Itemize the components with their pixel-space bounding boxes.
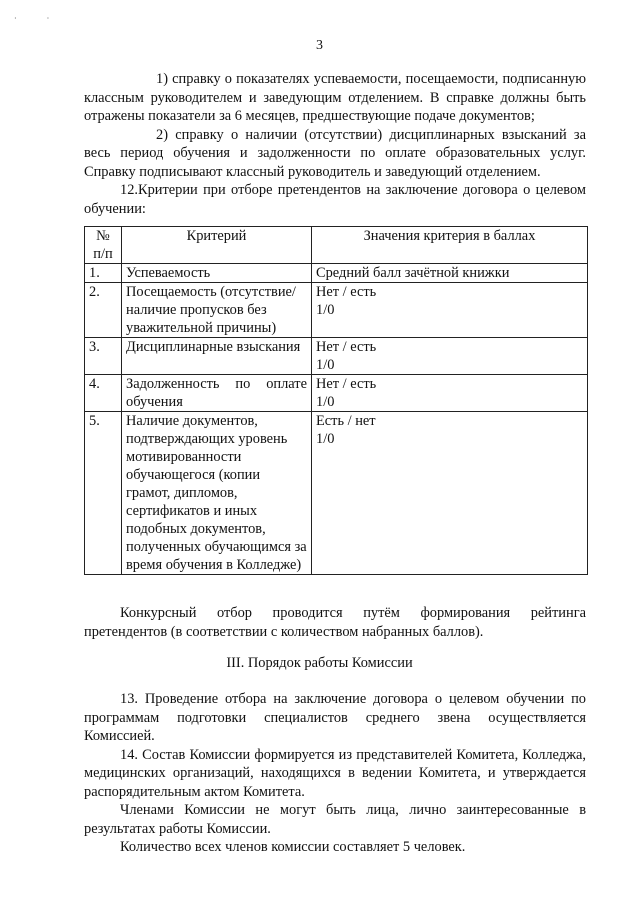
row-value (312, 375, 588, 412)
table-row (85, 412, 588, 575)
header-values: Значения критерия в баллах (312, 227, 588, 264)
row-criterion: Успеваемость (122, 264, 312, 283)
intro-item-1-num: 1) (156, 71, 168, 87)
row-value-text: Нет / есть (316, 284, 377, 300)
row-value (312, 283, 588, 338)
scan-specks: · · (14, 14, 64, 23)
intro-item-1 (84, 70, 586, 126)
row-value-text: Есть / нет (316, 413, 376, 429)
header-criterion: Критерий (122, 227, 312, 264)
row-score: 1/0 (316, 394, 335, 410)
header-num: № п/п (85, 227, 122, 264)
intro-item-2-text: справку о наличии (отсутствии) дисциплинарных взысканий за весь период обучения и задолженности по оплате образовательных услуг. Справку подписывают классный руководитель и заведующий отделением. (84, 126, 586, 180)
row-num: 4. (85, 375, 122, 412)
row-criterion: Дисциплинарные взыскания (122, 338, 312, 375)
intro-block (84, 70, 586, 218)
row-value (312, 412, 588, 575)
table-row (85, 264, 588, 283)
table-header-row (85, 227, 588, 264)
section-paragraph-count: Количество всех членов комиссии составляет 5 человек. (120, 839, 466, 855)
row-criterion: Наличие документов, подтверждающих уровень мотивированности обучающегося (копии грамот, дипломов, сертификатов и иных подобных документов, полученных обучающимся за время обучения в Колледже) (122, 412, 312, 575)
page-number: 3 (316, 38, 323, 53)
criteria-table (84, 226, 588, 575)
row-value-text: Нет / есть (316, 376, 377, 392)
table-row (85, 283, 588, 338)
row-score: 1/0 (316, 302, 335, 318)
row-criterion: Посещаемость (отсутствие/наличие пропусков без уважительной причины) (122, 283, 312, 338)
row-num: 5. (85, 412, 122, 575)
table-row (85, 375, 588, 412)
section-block (84, 690, 586, 857)
row-num: 3. (85, 338, 122, 375)
row-value-text: Средний балл зачётной книжки (316, 265, 510, 281)
intro-item-2 (84, 126, 586, 182)
rating-block (84, 604, 586, 641)
rating-paragraph: Конкурсный отбор проводится путём формирования рейтинга претендентов (в соответствии с количеством набранных баллов). (84, 605, 586, 640)
row-value-text: Нет / есть (316, 339, 377, 355)
intro-item-2-num: 2) (156, 126, 168, 143)
section-heading: III. Порядок работы Комиссии (226, 655, 413, 671)
row-num: 2. (85, 283, 122, 338)
row-score: 1/0 (316, 431, 335, 447)
section-paragraph-14: 14. Состав Комиссии формируется из представителей Комитета, Колледжа, медицинских организаций, находящихся в ведении Комитета, и утверждается распорядительным актом Комитета. (84, 746, 586, 800)
row-criterion: Задолженность по оплате обучения (122, 375, 312, 412)
section-paragraph-13: 13. Проведение отбора на заключение договора о целевом обучении по программам подготовки специалистов среднего звена осуществляется Комиссией. (84, 691, 586, 744)
intro-item-1-text: справку о показателях успеваемости, посещаемости, подписанную классным руководителем и заведующим отделением. В справке должны быть отражены показатели за 6 месяцев, предшествующие подаче документов; (84, 71, 586, 124)
row-value (312, 264, 588, 283)
criteria-intro: 12.Критерии при отборе претендентов на заключение договора о целевом обучении: (84, 182, 586, 217)
row-score: 1/0 (316, 357, 335, 373)
table-row (85, 338, 588, 375)
row-value (312, 338, 588, 375)
row-num: 1. (85, 264, 122, 283)
section-paragraph-members: Членами Комиссии не могут быть лица, лично заинтересованные в результатах работы Комиссии. (84, 802, 586, 837)
